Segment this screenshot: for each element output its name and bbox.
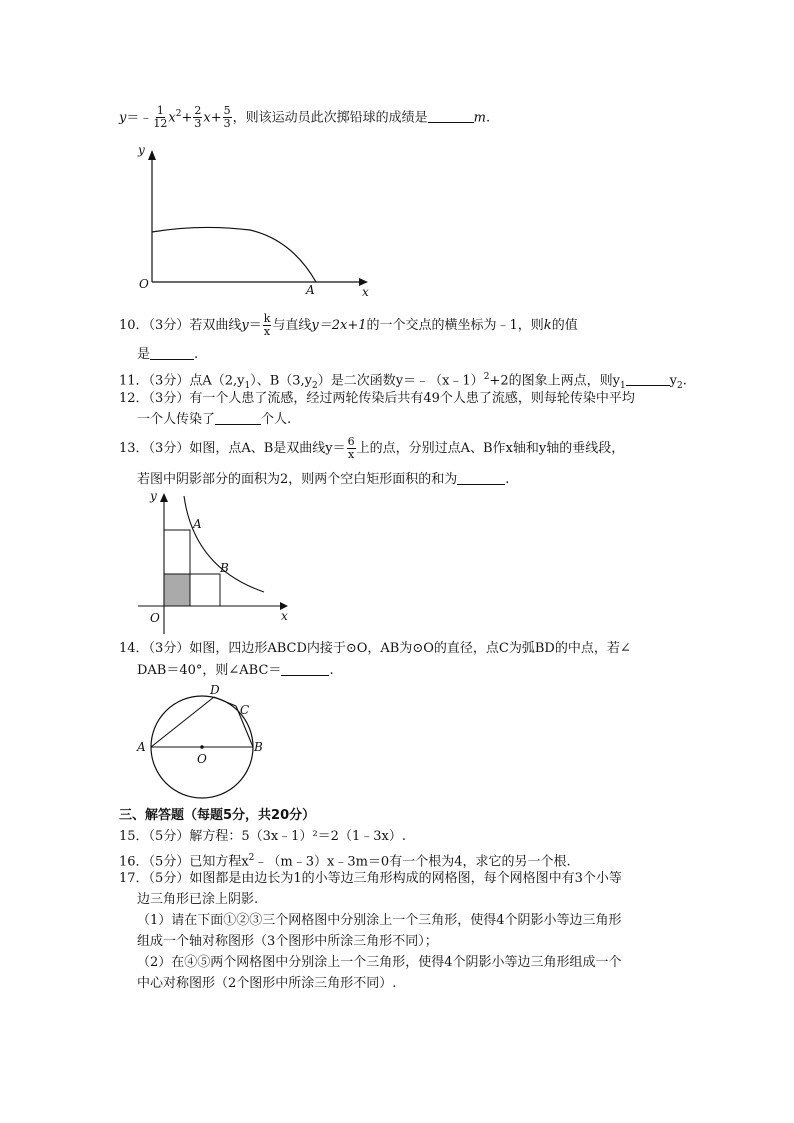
q17-part1-line2: 组成一个轴对称图形（3个图形中所涂三角形不同）； (137, 934, 438, 949)
q13-line1: 13．（3分）如图，点A、B是双曲线y＝ $\frac{6}{x}$ 上的点，分别过点A、B作x轴和y轴的垂线段， (119, 435, 625, 461)
point-a-label: A (306, 283, 315, 297)
q13-figure (134, 488, 304, 638)
x-axis-label: x (281, 609, 288, 623)
q9-figure (130, 140, 390, 300)
point-b-label: B (254, 740, 263, 754)
q17-line2: 边三角形已涂上阴影. (137, 892, 259, 907)
q15-line: 15．（5分）解方程：5（3x﹣1）²＝2（1﹣3x）. (119, 829, 406, 844)
q16-line: 16．（5分）已知方程$x^2﹣(m﹣3)x﹣3m=0$有一个根为4，求它的另一个根. (119, 853, 571, 870)
q14-line2: DAB＝40°，则∠ABC＝ . (137, 663, 334, 678)
answer-blank[interactable] (626, 371, 670, 386)
section-heading: 三、解答题（每题5分，共20分） (119, 808, 316, 823)
q9-unit: m (473, 110, 486, 126)
q10-line1: 10．（3分）若双曲线y＝ $\frac{k}{x}$ 与直线y＝2x+1的一个交点的横坐标为﹣1，则k的值 (119, 312, 578, 338)
point-c-label: C (240, 703, 250, 717)
y-axis-label: y (150, 489, 157, 503)
answer-blank[interactable] (215, 410, 261, 425)
x-axis-label: x (362, 285, 369, 299)
q17-part2-line2: 中心对称图形（2个图形中所涂三角形不同）. (137, 976, 397, 991)
q12-line1: 12．（3分）有一个人患了流感，经过两轮传染后共有49个人患了流感，则每轮传染中平均 (119, 391, 635, 406)
q14-line1: 14．（3分）如图，四边形ABCD内接于⊙O，AB为⊙O的直径，点C为弧BD的中点，若∠ (119, 641, 631, 656)
q9-text: ，则该运动员此次掷铅球的成绩是 (232, 110, 428, 126)
answer-blank[interactable] (150, 345, 194, 360)
origin-label: O (150, 611, 160, 625)
q17-part1-line1: （1）请在下面①②③三个网格图中分别涂上一个三角形，使得4个阴影小等边三角形 (137, 913, 622, 928)
point-a-label: A (193, 517, 202, 531)
q13-line2: 若图中阴影部分的面积为2，则两个空白矩形面积的和为 . (137, 472, 510, 487)
center-o-label: O (197, 752, 207, 766)
point-d-label: D (210, 683, 220, 697)
q17-part2-line1: （2）在④⑤两个网格图中分别涂上一个三角形，使得4个阴影小等边三角形组成一个 (137, 955, 622, 970)
q10-line2: 是 . (137, 347, 199, 362)
q11-line: 11．（3分）点$A(2,y_1)$、$B(3,y_2)$是二次函数y＝﹣（x﹣1）$^2$+2的图象上两点，则$y_1$ $y_2$. (119, 372, 687, 391)
point-a-label: A (137, 740, 146, 754)
origin-label: O (139, 277, 149, 291)
point-b-label: B (220, 561, 229, 575)
answer-blank[interactable] (428, 108, 474, 123)
q12-line2: 一个人传染了 个人. (137, 412, 292, 427)
y-axis-label: y (138, 143, 145, 157)
q14-figure (134, 684, 274, 804)
answer-blank[interactable] (281, 661, 329, 676)
q9-line: y＝﹣ $\frac{1}{12}$ $x^2+$ $\frac{2}{3}$ x+ $\frac{5}{3}$ ，则该运动员此次掷铅球的成绩是 m. (119, 104, 491, 131)
answer-blank[interactable] (457, 470, 505, 485)
q17-line1: 17．（5分）如图都是由边长为1的小等边三角形构成的网格图，每个网格图中有3个小等 (119, 871, 622, 886)
